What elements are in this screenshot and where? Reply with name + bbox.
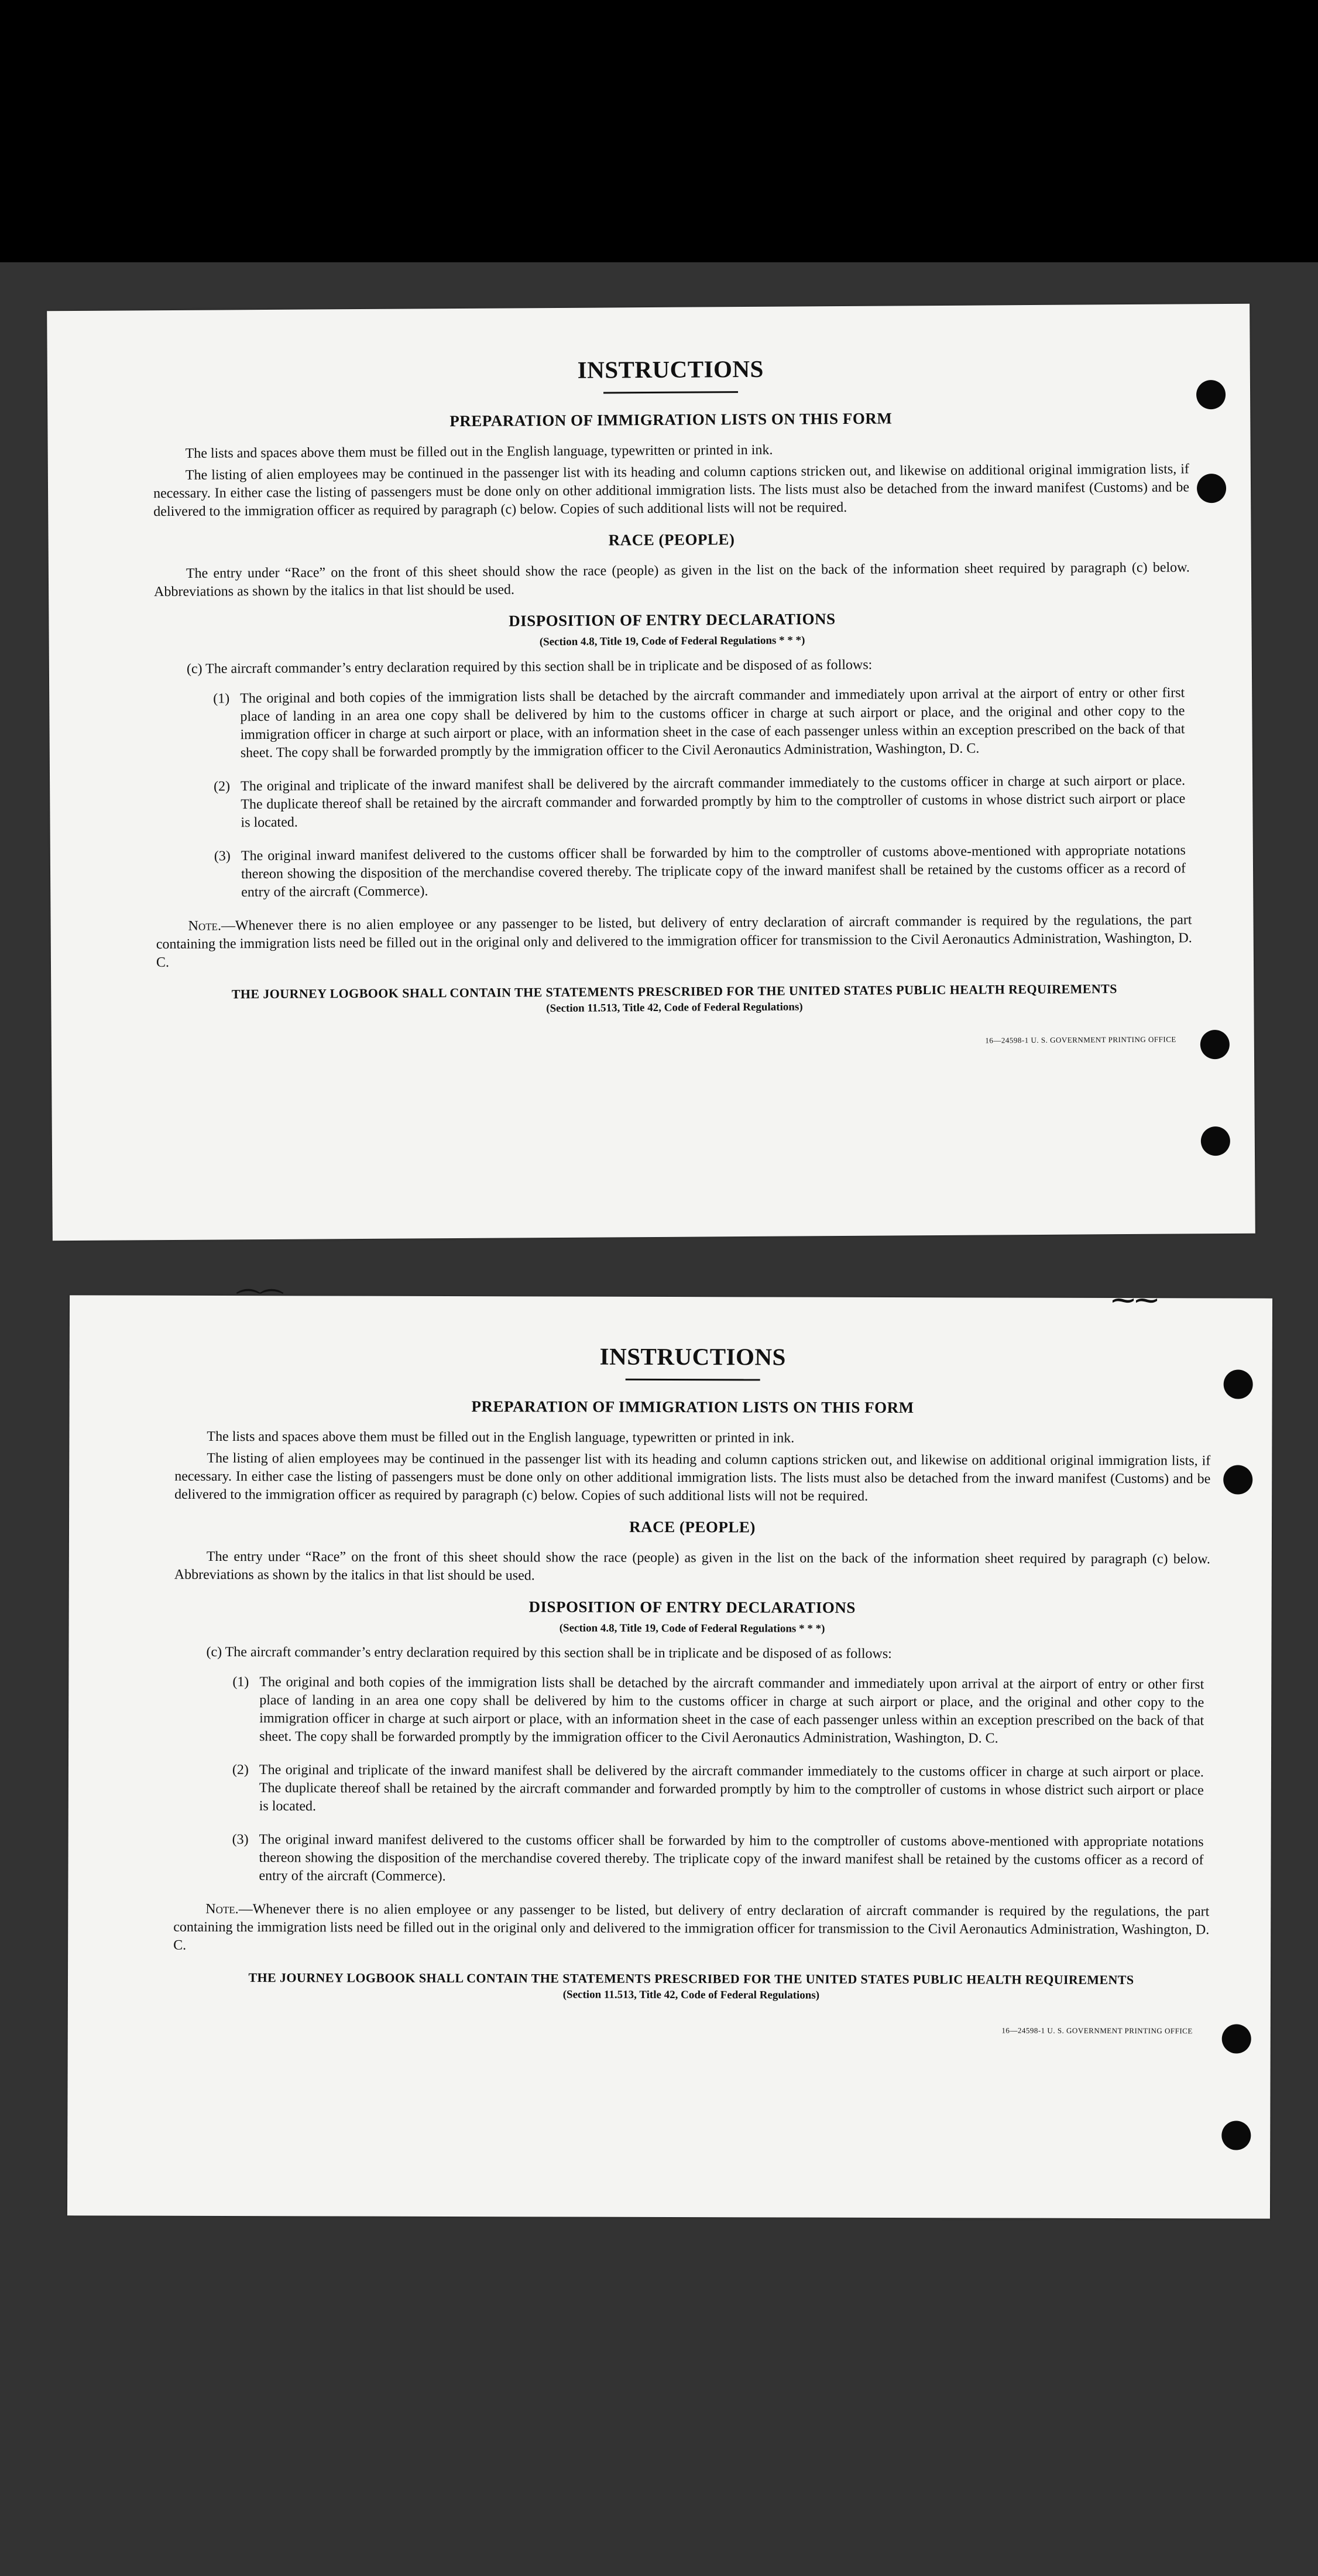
instruction-sheet-2 xyxy=(67,1286,1272,2218)
page-title: INSTRUCTIONS xyxy=(599,1342,786,1371)
printing-office-footer: 16—24598-1 U. S. GOVERNMENT PRINTING OFFICE xyxy=(985,1034,1176,1045)
journey-logbook-statement: THE JOURNEY LOGBOOK SHALL CONTAIN THE STATEMENTS PRESCRIBED FOR THE UNITED STATES PUBLIC HEALTH REQUIREMENTS xyxy=(248,1970,1134,1988)
punch-hole-icon xyxy=(1196,380,1226,409)
journey-logbook-statement: THE JOURNEY LOGBOOK SHALL CONTAIN THE STATEMENTS PRESCRIBED FOR THE UNITED STATES PUBLIC HEALTH REQUIREMENTS xyxy=(231,981,1117,1002)
printing-office-footer: 16—24598-1 U. S. GOVERNMENT PRINTING OFFICE xyxy=(1001,2026,1193,2036)
list-item xyxy=(213,684,1185,762)
ink-mark-icon: ⌒⌒ xyxy=(236,1288,284,1315)
title-rule xyxy=(626,1379,760,1381)
note-paragraph xyxy=(156,911,1193,972)
journey-logbook-citation: (Section 11.513, Title 42, Code of Federal Regulations) xyxy=(546,1001,803,1015)
item-number: (1) xyxy=(232,1674,249,1690)
ink-mark-icon: ⁓⁓ xyxy=(1111,1286,1159,1314)
paragraph-language: The lists and spaces above them must be filled out in the English language, typewritten or printed in ink. xyxy=(185,442,773,461)
item-text: The original and triplicate of the inward manifest shall be delivered by the aircraft commander immediately to the customs officer in charge at such airport or place. The duplicate thereof shall be retained by the aircraft commander and forwarded promptly by him to the comptroller of customs in whose district such airport or place is located. xyxy=(241,773,1186,831)
list-item xyxy=(214,841,1186,902)
paragraph-race: The entry under “Race” on the front of this sheet should show the race (people) as given in the list on the back of the information sheet required by paragraph (c) below. Abbreviations as shown by the italics in that list should be used. xyxy=(154,560,1190,600)
paragraph-language: The lists and spaces above them must be filled out in the English language, typewritten or printed in ink. xyxy=(207,1429,795,1446)
punch-hole-icon xyxy=(1224,1369,1253,1399)
page-title: INSTRUCTIONS xyxy=(577,355,764,383)
punch-hole-icon xyxy=(1223,1465,1252,1494)
list-item xyxy=(214,772,1186,832)
punch-hole-icon xyxy=(1222,2024,1251,2053)
item-text: The original and both copies of the immigration lists shall be detached by the aircraft commander and immediately upon arrival at the airport of entry or other first place of landing in an area one copy shall be delivered by him to the customs officer in charge at such airport or place, and the original and other copy to the immigration officer in charge at such airport or place, with an information sheet in the case of each passenger unless within an exception prescribed on the back of that sheet. The copy shall be forwarded promptly by the immigration officer to the Civil Aeronautics Administration, Washington, D. C. xyxy=(259,1674,1204,1746)
paragraph-c: (c) The aircraft commander’s entry declaration required by this section shall be in triplicate and be disposed of as follows: xyxy=(186,657,873,677)
item-text: The original and triplicate of the inward manifest shall be delivered by the aircraft commander immediately to the customs officer in charge at such airport or place. The duplicate thereof shall be retained by the aircraft commander and forwarded promptly by him to the comptroller of customs in whose district such airport or place is located. xyxy=(259,1762,1204,1814)
list-item xyxy=(232,1761,1204,1818)
journey-logbook-citation: (Section 11.513, Title 42, Code of Federal Regulations) xyxy=(562,1988,820,2002)
item-text: The original and both copies of the immigration lists shall be detached by the aircraft commander and immediately upon arrival at the airport of entry or other first place of landing in an area one copy shall be delivered by him to the customs officer in charge at such airport or place, and the original and other copy to the immigration officer in charge at such airport or place, with an information sheet in the case of each passenger unless within an exception prescribed on the back of that sheet. The copy shall be forwarded promptly by the immigration officer to the Civil Aeronautics Administration, Washington, D. C. xyxy=(240,685,1185,761)
preparation-heading: PREPARATION OF IMMIGRATION LISTS ON THIS FORM xyxy=(471,1397,914,1417)
item-number: (3) xyxy=(214,848,231,864)
paragraph-alien-employees: The listing of alien employees may be continued in the passenger list with its heading and column captions stricken out, and likewise on additional original immigration lists, if necessary. In either case the listing of passengers must be done only on other additional immigration lists. The lists must also be detached from the inward manifest (Customs) and be delivered to the immigration officer as required by paragraph (c) below. Copies of such additional lists will not be required. xyxy=(153,461,1190,520)
preparation-heading: PREPARATION OF IMMIGRATION LISTS ON THIS FORM xyxy=(449,409,893,430)
disposition-heading: DISPOSITION OF ENTRY DECLARATIONS xyxy=(528,1598,856,1616)
item-number: (3) xyxy=(232,1832,249,1848)
title-rule xyxy=(603,391,738,393)
note-text: —Whenever there is no alien employee or any passenger to be listed, but delivery of entry declaration of aircraft commander is required by the regulations, the part containing the immigration lists need be filled out in the original only and delivered to the immigration officer for transmission to the Civil Aeronautics Administration, Washington, D. C. xyxy=(156,912,1192,971)
race-heading: RACE (PEOPLE) xyxy=(608,530,735,549)
disposition-heading: DISPOSITION OF ENTRY DECLARATIONS xyxy=(509,610,836,630)
note-label: Note. xyxy=(188,918,222,934)
punch-hole-icon xyxy=(1197,474,1226,503)
punch-hole-icon xyxy=(1221,2121,1251,2150)
list-item xyxy=(232,1673,1204,1748)
note-text: —Whenever there is no alien employee or any passenger to be listed, but delivery of entry declaration of aircraft commander is required by the regulations, the part containing the immigration lists need be filled out in the original only and delivered to the immigration officer for transmission to the Civil Aeronautics Administration, Washington, D. C. xyxy=(173,1902,1210,1953)
list-item xyxy=(232,1831,1203,1888)
paragraph-race: The entry under “Race” on the front of this sheet should show the race (people) as given in the list on the back of the information sheet required by paragraph (c) below. Abbreviations as shown by the italics in that list should be used. xyxy=(174,1549,1210,1584)
note-paragraph xyxy=(173,1900,1209,1958)
disposition-citation: (Section 4.8, Title 19, Code of Federal Regulations * * *) xyxy=(539,634,805,649)
disposition-citation: (Section 4.8, Title 19, Code of Federal Regulations * * *) xyxy=(559,1622,825,1635)
item-text: The original inward manifest delivered to the customs officer shall be forwarded by him to the comptroller of customs above-mentioned with appropriate notations thereon showing the disposition of the merchandise covered thereby. The triplicate copy of the inward manifest shall be retained by the customs officer as a record of entry of the aircraft (Commerce). xyxy=(241,842,1186,900)
punch-hole-icon xyxy=(1201,1126,1230,1156)
item-number: (2) xyxy=(214,779,231,794)
item-number: (1) xyxy=(213,691,230,707)
punch-hole-icon xyxy=(1200,1030,1230,1059)
race-heading: RACE (PEOPLE) xyxy=(629,1517,756,1536)
item-number: (2) xyxy=(232,1762,249,1778)
instruction-sheet-1 xyxy=(47,304,1255,1241)
sheet-content xyxy=(173,1341,1211,2036)
sheet-content xyxy=(153,352,1193,1050)
paragraph-alien-employees: The listing of alien employees may be continued in the passenger list with its heading and column captions stricken out, and likewise on additional original immigration lists, if necessary. In either case the listing of passengers must be done only on other additional immigration lists. The lists must also be detached from the inward manifest (Customs) and be delivered to the immigration officer as required by paragraph (c) below. Copies of such additional lists will not be required. xyxy=(174,1450,1211,1504)
note-label: Note. xyxy=(205,1901,239,1917)
item-text: The original inward manifest delivered to the customs officer shall be forwarded by him to the comptroller of customs above-mentioned with appropriate notations thereon showing the disposition of the merchandise covered thereby. The triplicate copy of the inward manifest shall be retained by the customs officer as a record of entry of the aircraft (Commerce). xyxy=(259,1832,1204,1884)
paragraph-c: (c) The aircraft commander’s entry declaration required by this section shall be in triplicate and be disposed of as follows: xyxy=(206,1644,892,1662)
